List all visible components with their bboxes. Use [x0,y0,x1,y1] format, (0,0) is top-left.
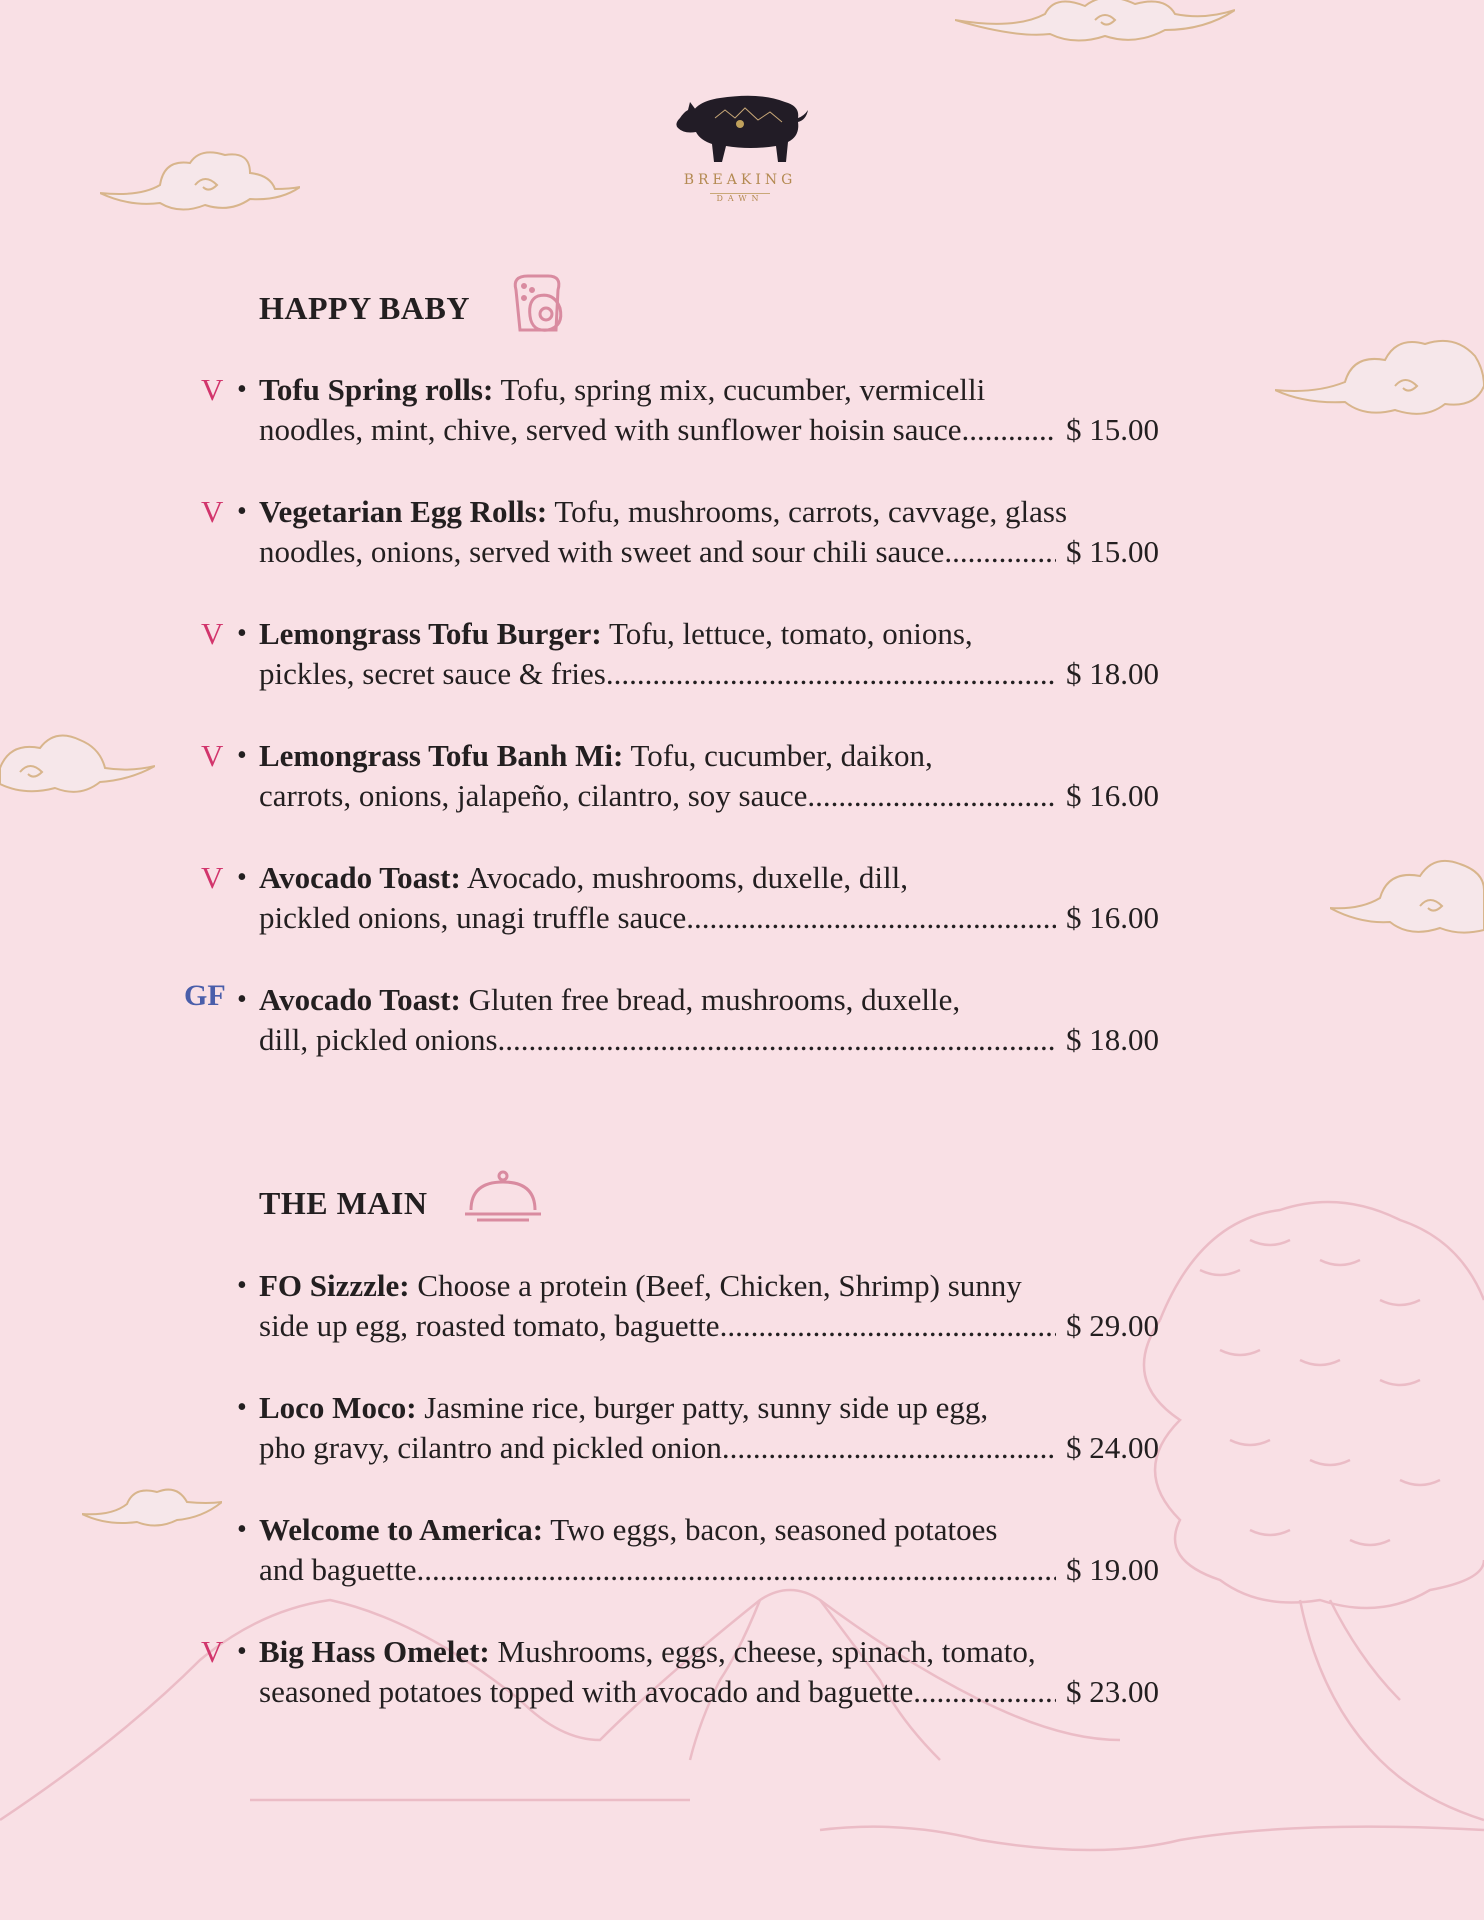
menu-item [155,370,1275,460]
bullet-icon: • [237,1636,247,1667]
bullet-icon: • [237,1270,247,1301]
item-line1 [259,1632,1036,1672]
item-description: Gluten free bread, mushrooms, duxelle, [460,982,961,1017]
item-description-continued: pickled onions, unagi truffle sauce [259,900,687,935]
item-line2 [259,654,1159,694]
item-line2 [259,1672,1159,1712]
item-name: Avocado Toast: [259,860,461,895]
dietary-tag: V [201,372,224,407]
brand-subtitle: DAWN [710,193,769,203]
brand-logo [660,88,820,206]
item-name: Avocado Toast: [259,982,461,1017]
item-price: $ 16.00 [1066,778,1159,813]
item-description-continued: pickles, secret sauce & fries [259,656,606,691]
cloche-icon [465,1172,541,1220]
bullet-icon: • [237,1392,247,1423]
item-name: Loco Moco: [259,1390,417,1425]
item-description: Avocado, mushrooms, duxelle, dill, [460,860,908,895]
item-price: $ 18.00 [1066,1022,1159,1057]
bullet-icon: • [237,862,247,893]
item-line1 [259,736,933,776]
menu-item [155,492,1275,582]
dietary-tag: V [201,616,224,651]
item-name: FO Sizzzle: [259,1268,410,1303]
menu-item [155,858,1275,948]
brand-name: BREAKING [683,172,797,188]
bullet-icon: • [237,984,247,1015]
item-price: $ 24.00 [1066,1430,1159,1465]
dietary-tag: GF [184,979,226,1012]
dot-leader [498,1020,1056,1060]
item-name: Lemongrass Tofu Banh Mi: [259,738,624,773]
item-description: Mushrooms, eggs, cheese, spinach, tomato, [489,1634,1036,1669]
item-line2 [259,1550,1159,1590]
item-description: Tofu, lettuce, tomato, onions, [601,616,973,651]
item-line2 [259,898,1159,938]
dietary-tag: V [201,494,224,529]
bullet-icon: • [237,618,247,649]
item-name: Big Hass Omelet: [259,1634,490,1669]
menu-item [155,1266,1275,1356]
menu-item [155,614,1275,704]
item-name: Lemongrass Tofu Burger: [259,616,602,651]
item-line2 [259,532,1159,572]
cloud-decoration-icon [0,728,155,798]
item-price: $ 15.00 [1066,534,1159,569]
item-line2 [259,1306,1159,1346]
item-description-continued: side up egg, roasted tomato, baguette [259,1308,720,1343]
item-description: Tofu, cucumber, daikon, [623,738,933,773]
dot-leader [944,532,1056,572]
dietary-tag: V [201,1634,224,1669]
section-title-happy-baby: HAPPY BABY [259,290,470,326]
dot-leader [606,654,1056,694]
cloud-decoration-icon [1330,850,1484,940]
menu-item [155,1632,1275,1722]
menu-item [155,736,1275,826]
item-description: Tofu, spring mix, cucumber, vermicelli [493,372,986,407]
dietary-tag: V [201,860,224,895]
dietary-tag: V [201,738,224,773]
pig-logo-icon [670,88,810,168]
item-price: $ 16.00 [1066,900,1159,935]
dot-leader [417,1550,1056,1590]
cloud-decoration-icon [1275,330,1484,420]
bullet-icon: • [237,496,247,527]
item-description: Two eggs, bacon, seasoned potatoes [543,1512,998,1547]
item-line1 [259,370,985,410]
item-description-continued: seasoned potatoes topped with avocado and baguette [259,1674,914,1709]
dot-leader [962,410,1056,450]
item-description-continued: dill, pickled onions [259,1022,498,1057]
item-description: Jasmine rice, burger patty, sunny side up egg, [416,1390,989,1425]
section-title-the-main: THE MAIN [259,1185,428,1221]
item-description-continued: noodles, mint, chive, served with sunflower hoisin sauce [259,412,962,447]
item-line2 [259,1020,1159,1060]
item-name: Welcome to America: [259,1512,544,1547]
dot-leader [807,776,1056,816]
item-line1 [259,980,960,1020]
dot-leader [686,898,1056,938]
item-price: $ 29.00 [1066,1308,1159,1343]
cloud-decoration-icon [100,145,300,215]
item-description-continued: carrots, onions, jalapeño, cilantro, soy sauce [259,778,808,813]
menu-item [155,1388,1275,1478]
menu-item [155,1510,1275,1600]
bullet-icon: • [237,740,247,771]
item-line2 [259,776,1159,816]
item-line1 [259,1510,997,1550]
item-line1 [259,492,1067,532]
item-line1 [259,858,908,898]
bullet-icon: • [237,1514,247,1545]
item-price: $ 19.00 [1066,1552,1159,1587]
bullet-icon: • [237,374,247,405]
item-line1 [259,1388,988,1428]
menu-item [155,980,1275,1070]
item-line2 [259,410,1159,450]
item-price: $ 18.00 [1066,656,1159,691]
dot-leader [913,1672,1056,1712]
item-description-continued: and baguette [259,1552,417,1587]
item-price: $ 15.00 [1066,412,1159,447]
item-description-continued: pho gravy, cilantro and pickled onion [259,1430,722,1465]
item-line1 [259,1266,1022,1306]
dot-leader [720,1306,1056,1346]
item-line1 [259,614,973,654]
item-name: Vegetarian Egg Rolls: [259,494,548,529]
item-description: Tofu, mushrooms, carrots, cavvage, glass [547,494,1068,529]
item-name: Tofu Spring rolls: [259,372,494,407]
item-description: Choose a protein (Beef, Chicken, Shrimp) sunny [409,1268,1022,1303]
item-line2 [259,1428,1159,1468]
avocado-toast-icon [508,270,574,336]
dot-leader [722,1428,1056,1468]
item-description-continued: noodles, onions, served with sweet and sour chili sauce [259,534,945,569]
item-price: $ 23.00 [1066,1674,1159,1709]
cloud-decoration-icon [955,0,1235,48]
